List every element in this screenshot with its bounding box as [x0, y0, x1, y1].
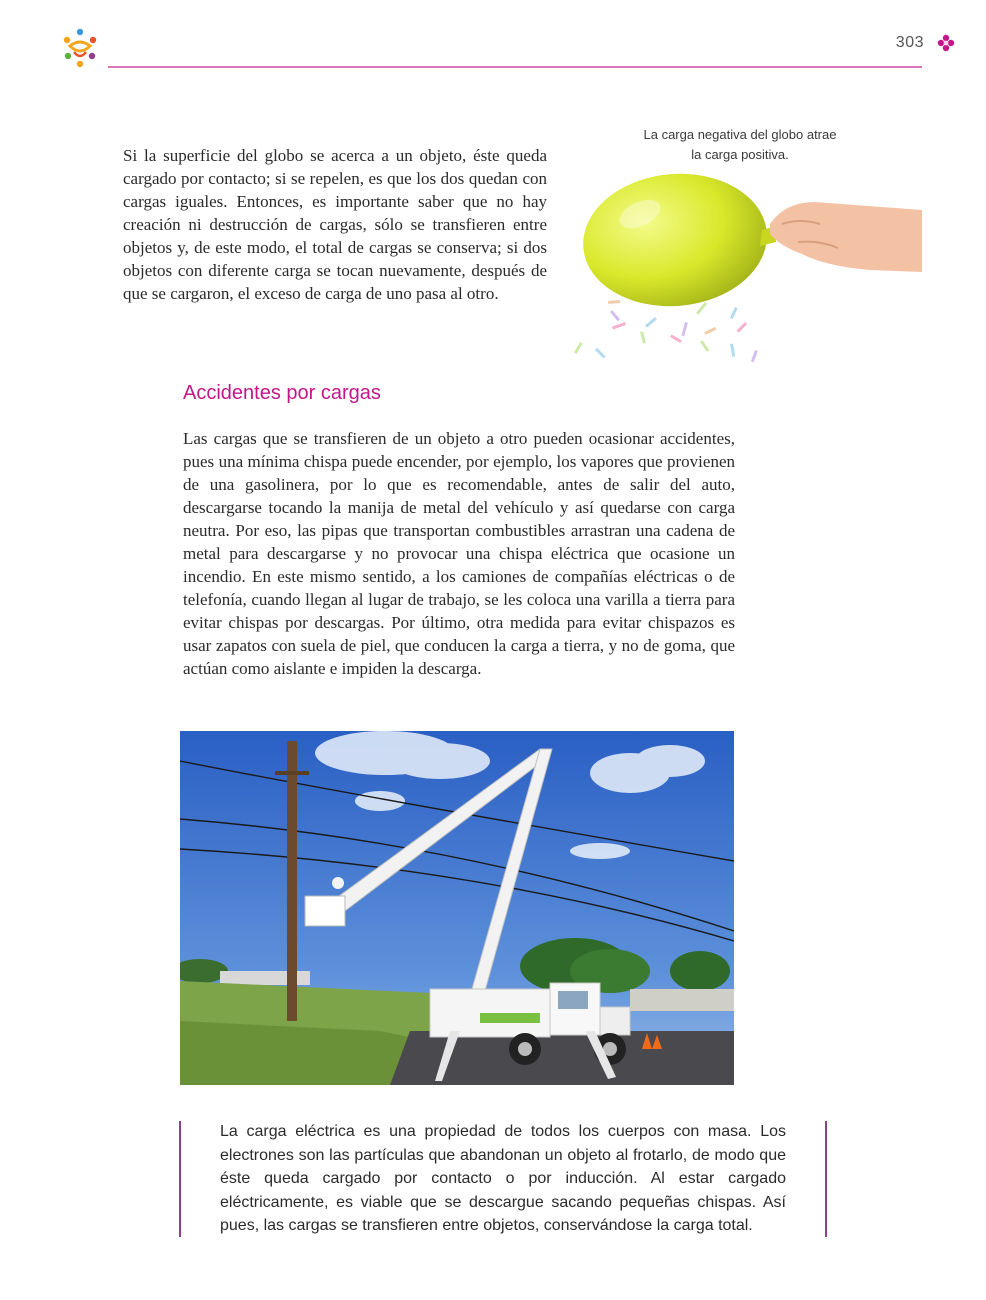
balloon-caption-line-1: La carga negativa del globo atrae	[643, 127, 837, 142]
balloon-illustration	[570, 172, 930, 378]
header-rule	[108, 66, 922, 68]
intro-paragraph: Si la superficie del globo se acerca a un objeto, éste queda cargado por contacto; si se repelen, es que los dos quedan con cargas iguales. Entonces, es importante saber que no hay creación ni destrucción de cargas, sólo se transfieren entre objetos y, de este modo, el total de cargas se conserva; si dos objetos con diferente carga se tocan nuevamente, después de que se cargaron, el exceso de carga de uno pasa al otro.	[123, 146, 547, 303]
page-number: 303	[895, 34, 924, 51]
balloon-caption	[620, 125, 860, 165]
summary-left-bar	[179, 1121, 181, 1237]
utility-truck-photo	[180, 731, 734, 1085]
section-title: Accidentes por cargas	[183, 382, 381, 404]
summary-text: La carga eléctrica es una propiedad de todos los cuerpos con masa. Los electrones son las partículas que abandonan un objeto al frotarlo, de modo que éste queda cargado por contacto o por inducción. Al estar cargado eléctricamente, es viable que se descargue sacando pequeñas chispas. Así pues, las cargas se transfieren entre objetos, conservándose la carga total.	[220, 1123, 786, 1235]
balloon-caption-line-2: la carga positiva.	[691, 147, 789, 162]
flower-ornament-icon	[936, 33, 956, 53]
publisher-logo-icon	[58, 26, 102, 70]
section-paragraph: Las cargas que se transfieren de un objeto a otro pueden ocasionar accidentes, pues una mínima chispa puede encender, por ejemplo, los vapores que provienen de una gasolinera, por lo que es recomendable, antes de salir del auto, descargarse tocando la manija de metal del vehículo y así quedarse con carga neutra. Por eso, las pipas que transportan combustibles arrastran una cadena de metal para descargarse y no provocar una chispa eléctrica que ocasione un incendio. En este mismo sentido, a los camiones de compañías eléctricas o de telefonía, cuando llegan al lugar de trabajo, se les coloca una varilla a tierra para evitar chispas por descargas. Por último, otra medida para evitar chispazos es usar zapatos con suela de piel, que conducen la carga a tierra, y no de goma, que actúan como aislante e impiden la descarga.	[183, 429, 735, 678]
summary-right-bar	[825, 1121, 827, 1237]
